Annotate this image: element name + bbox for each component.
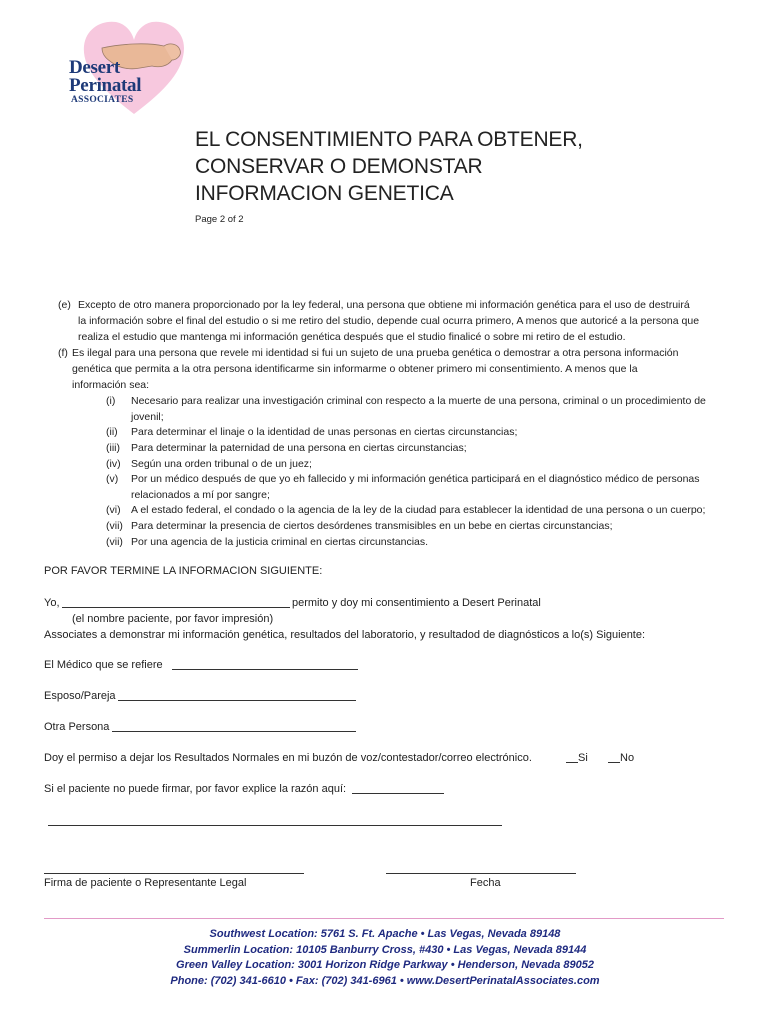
footer-contact: Phone: (702) 341-6610 • Fax: (702) 341-6961 • www.DesertPerinatalAssociates.com [170, 974, 600, 987]
page-title [195, 126, 583, 207]
no-label: No [620, 752, 635, 764]
list-item: Por una agencia de la justicia criminal en ciertas circunstancias. [131, 536, 429, 548]
logo-text-perinatal: Perinatal [69, 75, 142, 96]
list-item-number: (vii) [106, 536, 123, 548]
no-checkbox[interactable] [608, 751, 620, 768]
esposo-label: Esposo/Pareja [44, 690, 116, 702]
associates-text: Associates a demonstrar mi información genética, resultados del laboratorio, y resultadod de diagnósticos a lo(s) Siguiente: [44, 629, 646, 641]
section-f-line: Es ilegal para una persona que revele mi identidad si fui un sujeto de una prueba genética o demostrar a otra persona información [72, 347, 679, 359]
list-item-number: (v) [106, 473, 119, 485]
list-item: Por un médico después de que yo eh fallecido y mi información genética participará en el diagnóstico médico de personas [131, 473, 700, 485]
esposo-field[interactable] [118, 689, 356, 706]
otra-persona-label: Otra Persona [44, 721, 110, 733]
date-label: Fecha [470, 877, 501, 889]
form-instruction: POR FAVOR TERMINE LA INFORMACION SIGUIENTE: [44, 565, 323, 577]
logo-text-desert: Desert [69, 57, 120, 78]
section-f-marker: (f) [58, 347, 68, 359]
yo-label: Yo, [44, 597, 60, 609]
yo-consent-text: permito y doy mi consentimiento a Desert Perinatal [292, 597, 541, 609]
signature-label: Firma de paciente o Representante Legal [44, 877, 247, 889]
section-e-marker: (e) [58, 299, 71, 311]
footer-address-block [0, 927, 770, 989]
logo-text-associates: ASSOCIATES [71, 95, 134, 105]
otra-persona-field[interactable] [112, 720, 356, 737]
section-e-line: Excepto de otro manera proporcionado por la ley federal, una persona que obtiene mi información genética para el uso de destruirá [78, 299, 690, 311]
company-logo [52, 18, 187, 118]
firmar-reason-field[interactable] [352, 782, 444, 799]
list-item: Según una orden tribunal o de un juez; [131, 458, 312, 470]
list-item: relacionados a mí por sangre; [131, 489, 270, 501]
medico-label: El Médico que se refiere [44, 659, 163, 671]
list-item-number: (iii) [106, 442, 120, 454]
list-item: Para determinar la paternidad de una persona en ciertas circunstancias; [131, 442, 467, 454]
title-line-1: EL CONSENTIMIENTO PARA OBTENER, [195, 128, 583, 151]
list-item: jovenil; [131, 411, 164, 423]
reason-continuation-field[interactable] [48, 814, 502, 831]
list-item-number: (vii) [106, 520, 123, 532]
list-item: Necesario para realizar una investigación criminal con respecto a la muerte de una persona, criminal o un procedimiento de [131, 395, 706, 407]
section-f-line: información sea: [72, 379, 150, 391]
list-item-number: (iv) [106, 458, 121, 470]
list-item-number: (vi) [106, 504, 121, 516]
footer-summerlin: Summerlin Location: 10105 Banburry Cross, #430 • Las Vegas, Nevada 89144 [183, 943, 587, 956]
footer-southwest: Southwest Location: 5761 S. Ft. Apache • Las Vegas, Nevada 89148 [209, 928, 561, 940]
list-item-number: (i) [106, 395, 116, 407]
footer-green-valley: Green Valley Location: 3001 Horizon Ridge Parkway • Henderson, Nevada 89052 [176, 959, 594, 971]
title-line-2: CONSERVAR O DEMONSTAR [195, 155, 483, 178]
section-e-line: la información sobre el final del estudio o si me retiro del studio, depende cual ocurra primero, A menos que autoricé a la persona que [78, 315, 700, 327]
patient-name-field[interactable] [62, 596, 290, 613]
si-checkbox[interactable] [566, 751, 578, 768]
title-line-3: INFORMACION GENETICA [195, 182, 454, 205]
patient-name-hint: (el nombre paciente, por favor impresión) [72, 613, 274, 625]
permiso-label: Doy el permiso a dejar los Resultados Normales en mi buzón de voz/contestador/correo electrónico. [44, 752, 532, 764]
list-item: A el estado federal, el condado o la agencia de la ley de la ciudad para establecer la identidad de una persona o un cuerpo; [131, 504, 706, 516]
list-item-number: (ii) [106, 426, 118, 438]
si-label: Si [578, 752, 588, 764]
section-f-line: genética que permita a la otra persona identificarme sin informarme o obtener primero mi consentimiento. A menos que la [72, 363, 638, 375]
page-number: Page 2 of 2 [195, 214, 244, 225]
section-e-line: realiza el estudio que mantenga mi información genética después que el studio finalicé o sobre mi retiro de el estudio. [78, 331, 626, 343]
list-item: Para determinar la presencia de ciertos desórdenes transmisibles en un bebe en ciertas circunstancias; [131, 520, 613, 532]
firmar-reason-label: Si el paciente no puede firmar, por favor explice la razón aquí: [44, 783, 347, 795]
list-item: Para determinar el linaje o la identidad de unas personas en ciertas circunstancias; [131, 426, 518, 438]
footer-divider [44, 918, 724, 919]
medico-field[interactable] [172, 658, 358, 675]
